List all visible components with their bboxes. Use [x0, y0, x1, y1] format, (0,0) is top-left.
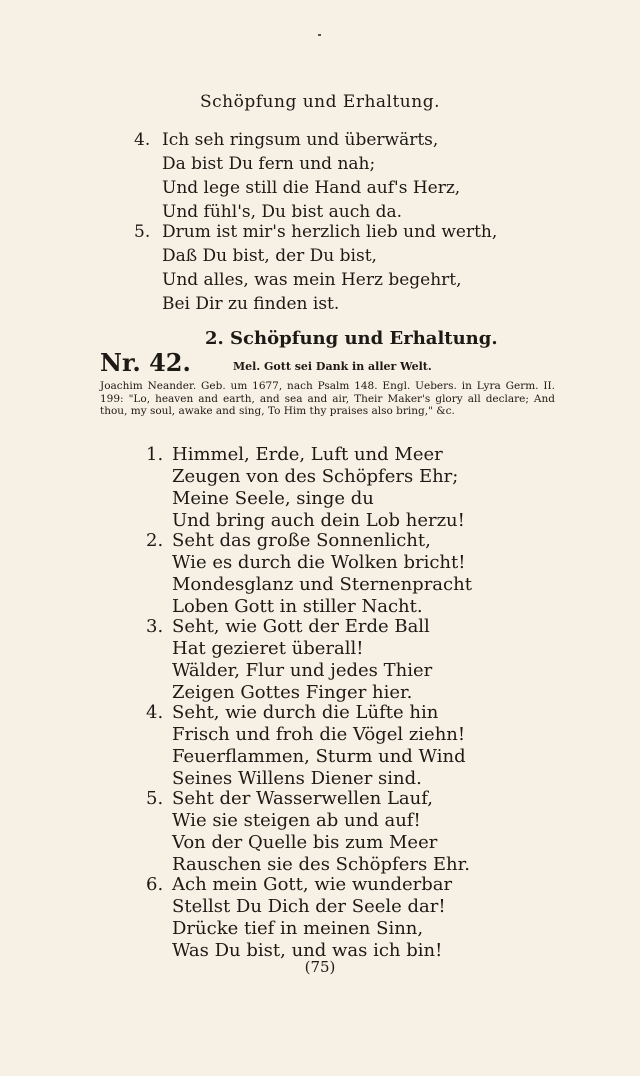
stanza-number: 6. [146, 874, 164, 895]
stanza-line: Bei Dir zu finden ist. [162, 294, 340, 314]
page-mark [318, 34, 321, 36]
melody-indication: Mel. Gott sei Dank in aller Welt. [233, 360, 432, 373]
stanza-line: Seht der Wasserwellen Lauf, [172, 788, 433, 809]
stanza-continued-5 [134, 220, 554, 316]
stanza-line: Seht das große Sonnenlicht, [172, 530, 431, 551]
stanza-line: Da bist Du fern und nah; [162, 154, 376, 174]
hymn-attribution: Joachim Neander. Geb. um 1677, nach Psalm 148. Engl. Uebers. in Lyra Germ. II. 199: "Lo, heaven and earth, and sea and air, Their Maker's glory all declare; And thou, my soul, awake and sing, To Him thy praises also bring," &c. [100, 380, 555, 417]
stanza-line: Seht, wie durch die Lüfte hin [172, 702, 439, 723]
stanza-line: Daß Du bist, der Du bist, [162, 246, 377, 266]
stanza-line: Ich seh ringsum und überwärts, [162, 130, 439, 150]
stanza-number: 2. [146, 530, 164, 551]
stanza-line: Meine Seele, singe du [172, 488, 374, 509]
page-number: (75) [304, 958, 336, 976]
stanza-number: 3. [146, 616, 164, 637]
hymn-stanza-6 [146, 874, 566, 962]
stanza-line: Zeigen Gottes Finger hier. [172, 682, 413, 703]
stanza-line: Stellst Du Dich der Seele dar! [172, 896, 446, 917]
stanza-line: Was Du bist, und was ich bin! [172, 940, 443, 961]
stanza-line: Seines Willens Diener sind. [172, 768, 422, 789]
hymn-stanza-2 [146, 530, 566, 618]
stanza-line: Drum ist mir's herzlich lieb und werth, [162, 222, 498, 242]
hymn-stanza-4 [146, 702, 566, 790]
hymn-number: Nr. 42. [100, 348, 191, 377]
stanza-line: Zeugen von des Schöpfers Ehr; [172, 466, 459, 487]
stanza-line: Wie es durch die Wolken bricht! [172, 552, 466, 573]
hymn-stanza-5 [146, 788, 566, 876]
stanza-line: Himmel, Erde, Luft und Meer [172, 444, 443, 465]
stanza-number: 5. [134, 222, 151, 242]
stanza-line: Von der Quelle bis zum Meer [172, 832, 438, 853]
stanza-line: Rauschen sie des Schöpfers Ehr. [172, 854, 470, 875]
stanza-line: Drücke tief in meinen Sinn, [172, 918, 424, 939]
stanza-line: Mondesglanz und Sternenpracht [172, 574, 472, 595]
stanza-line: Loben Gott in stiller Nacht. [172, 596, 423, 617]
stanza-line: Feuerflammen, Sturm und Wind [172, 746, 466, 767]
stanza-number: 1. [146, 444, 164, 465]
hymn-stanza-1 [146, 444, 566, 532]
stanza-number: 4. [134, 130, 151, 150]
stanza-continued-4 [134, 128, 554, 224]
section-title: 2. Schöpfung und Erhaltung. [205, 328, 498, 349]
stanza-number: 5. [146, 788, 164, 809]
stanza-line: Wälder, Flur und jedes Thier [172, 660, 433, 681]
hymn-stanza-3 [146, 616, 566, 704]
stanza-line: Seht, wie Gott der Erde Ball [172, 616, 430, 637]
stanza-line: Ach mein Gott, wie wunderbar [172, 874, 453, 895]
stanza-number: 4. [146, 702, 164, 723]
stanza-line: Und fühl's, Du bist auch da. [162, 202, 403, 222]
stanza-line: Frisch und froh die Vögel ziehn! [172, 724, 466, 745]
stanza-line: Und bring auch dein Lob herzu! [172, 510, 465, 531]
running-head: Schöpfung und Erhaltung. [200, 92, 440, 112]
stanza-line: Hat gezieret überall! [172, 638, 364, 659]
stanza-line: Und alles, was mein Herz begehrt, [162, 270, 462, 290]
stanza-line: Wie sie steigen ab und auf! [172, 810, 421, 831]
stanza-line: Und lege still die Hand auf's Herz, [162, 178, 461, 198]
